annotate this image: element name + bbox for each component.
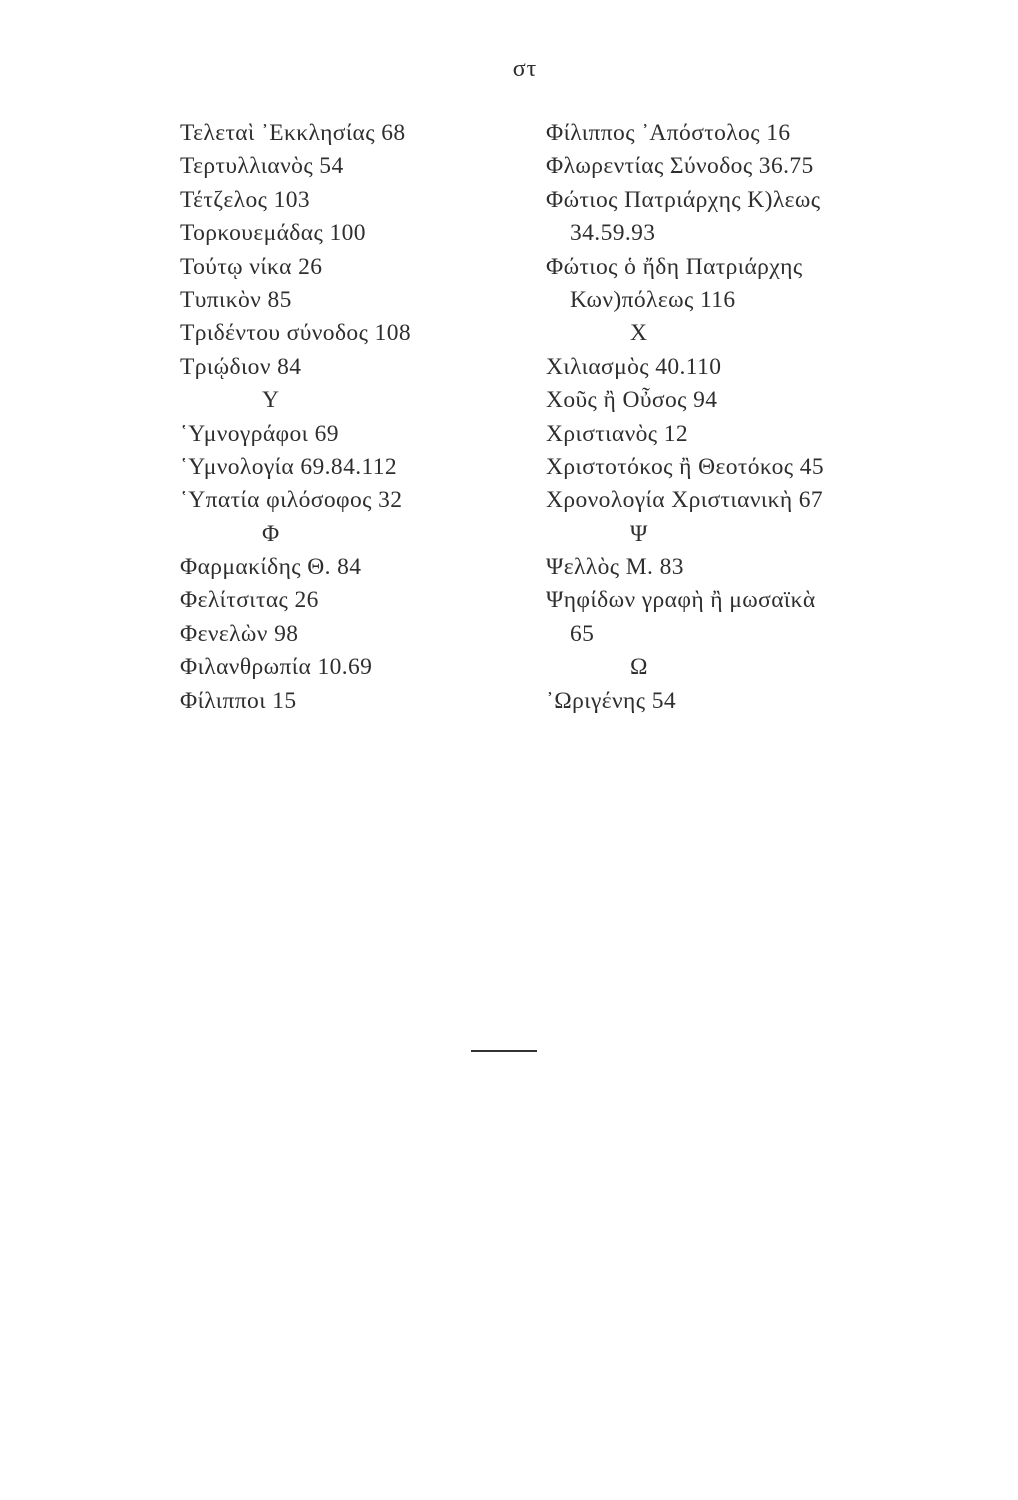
index-entry: Φενελὼν 98 [180, 620, 299, 647]
index-entry-continuation: Κων)πόλεως 116 [570, 286, 736, 313]
index-entry: Τελεταὶ ᾿Εκκλησίας 68 [180, 120, 406, 146]
index-entry: ῾Υμνογράφοι 69 [180, 420, 339, 447]
index-entry: Χριστοτόκος ἢ Θεοτόκος 45 [546, 453, 825, 480]
index-entry: Τριδέντου σύνοδος 108 [180, 320, 412, 347]
index-entry: Χρονολογία Χριστιανικὴ 67 [546, 487, 824, 514]
index-entry: ᾿Ωριγένης 54 [546, 687, 676, 714]
index-entry: Τερτυλλιανὸς 54 [180, 153, 344, 180]
index-entry: Φίλιππος ᾿Απόστολος 16 [546, 120, 791, 146]
index-entry-continuation: 65 [570, 620, 595, 647]
index-entry: Ψηφίδων γραφὴ ἢ μωσαϊκὰ [546, 587, 816, 614]
index-entry: Χιλιασμὸς 40.110 [546, 353, 722, 380]
index-entry: Φλωρεντίας Σύνοδος 36.75 [546, 153, 814, 180]
index-entry: Τέτζελος 103 [180, 186, 311, 213]
letter-heading: Φ [262, 520, 280, 547]
index-column-right [546, 117, 906, 718]
page-number: στ [512, 56, 538, 82]
letter-heading: Χ [630, 320, 647, 347]
index-entry: ῾Υμνολογία 69.84.112 [180, 453, 398, 480]
letter-heading: Ω [630, 654, 648, 681]
index-entry-continuation: 34.59.93 [570, 220, 656, 247]
index-entry: Φιλανθρωπία 10.69 [180, 654, 373, 681]
index-entry: Τούτῳ νίκα 26 [180, 253, 323, 280]
letter-heading: Υ [262, 387, 279, 414]
index-entry: Φώτιος ὁ ἤδη Πατριάρχης [546, 253, 803, 280]
index-entry: Ψελλὸς Μ. 83 [546, 554, 684, 581]
index-entry: Χριστιανὸς 12 [546, 420, 689, 447]
index-entry: Τορκουεμάδας 100 [180, 220, 366, 247]
index-entry: Φαρμακίδης Θ. 84 [180, 554, 362, 581]
index-entry: Χοῦς ἢ Οὖσος 94 [546, 387, 718, 414]
index-entry: ῾Υπατία φιλόσοφος 32 [180, 487, 403, 514]
end-rule [471, 1050, 537, 1052]
index-entry: Φελίτσιτας 26 [180, 587, 319, 614]
index-entry: Τριῴδιον 84 [180, 353, 302, 380]
index-entry: Τυπικὸν 85 [180, 286, 292, 313]
index-column-left [180, 117, 480, 718]
index-entry: Φώτιος Πατριάρχης Κ)λεως [546, 186, 821, 213]
letter-heading: Ψ [630, 520, 648, 547]
index-entry: Φίλιπποι 15 [180, 687, 297, 714]
